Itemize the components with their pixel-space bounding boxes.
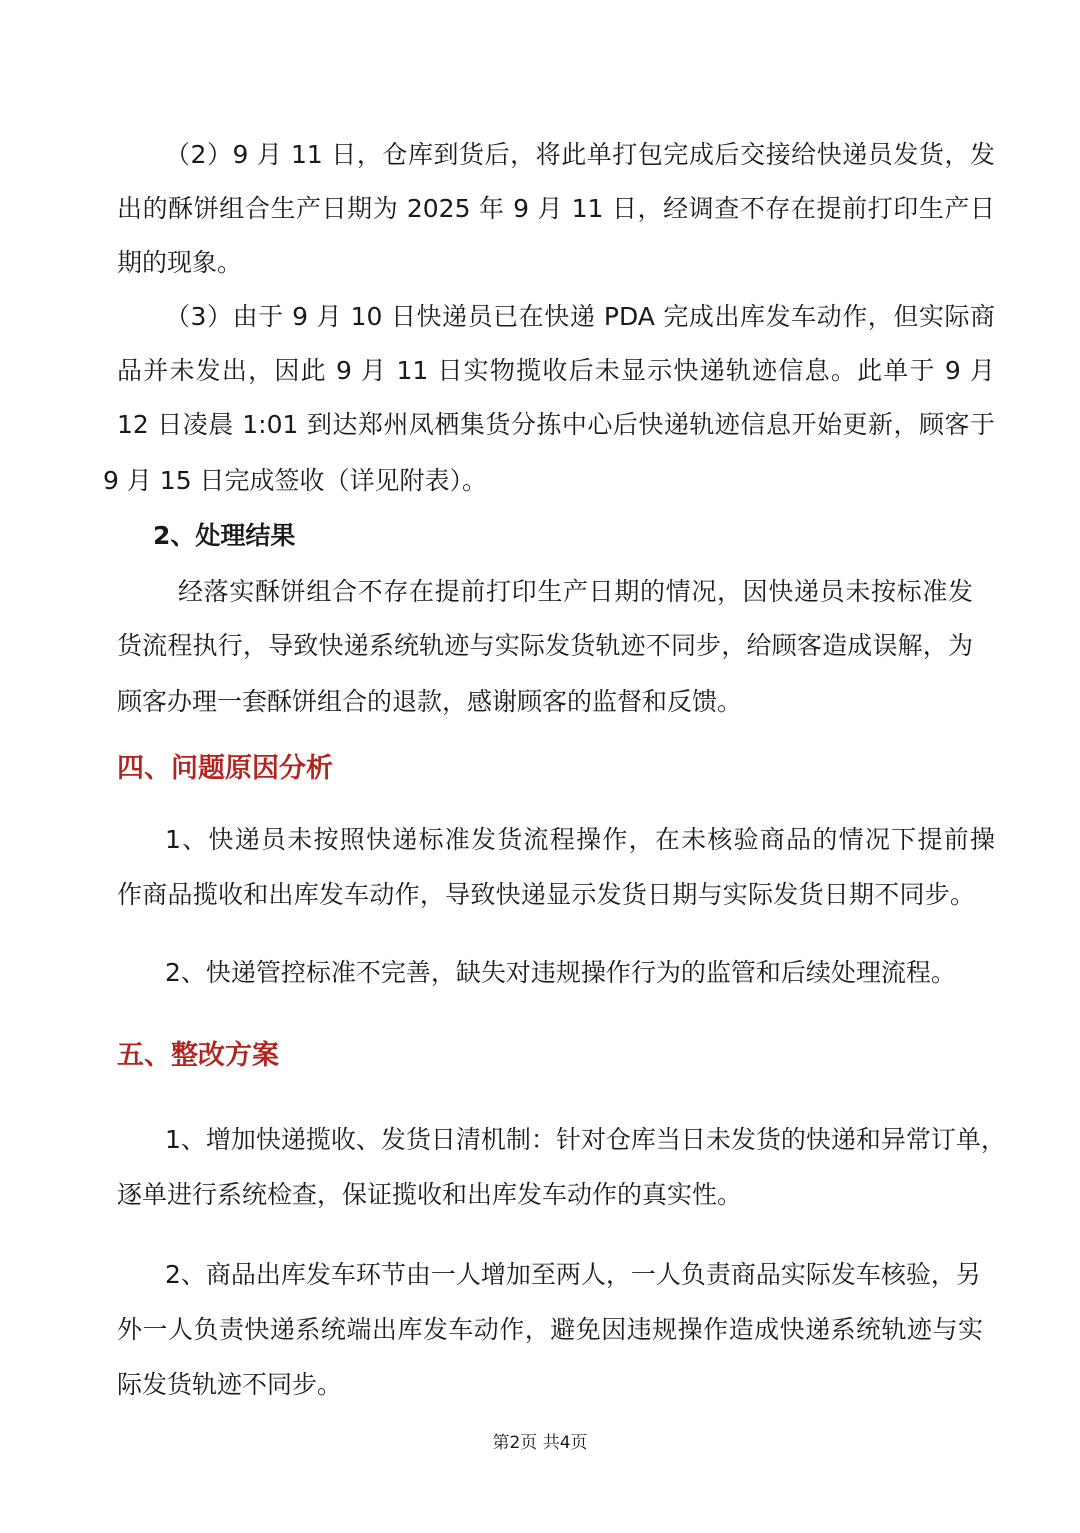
paragraph-line: 际发货轨迹不同步。 xyxy=(117,1370,343,1399)
paragraph-line: 2、商品出库发车环节由一人增加至两人，一人负责商品实际发车核验，另 xyxy=(165,1260,981,1289)
paragraph-line: 12 日凌晨 1:01 到达郑州凤栖集货分拣中心后快递轨迹信息开始更新，顾客于 xyxy=(117,410,995,439)
paragraph-line: 逐单进行系统检查，保证揽收和出库发车动作的真实性。 xyxy=(117,1180,743,1209)
paragraph-line: 2、快递管控标准不完善，缺失对违规操作行为的监管和后续处理流程。 xyxy=(165,958,956,987)
paragraph-line: 作商品揽收和出库发车动作，导致快递显示发货日期与实际发货日期不同步。 xyxy=(117,880,975,909)
paragraph-line: 1、快递员未按照快递标准发货流程操作，在未核验商品的情况下提前操 xyxy=(165,825,995,854)
paragraph-line: 9 月 15 日完成签收（详见附表）。 xyxy=(103,466,488,495)
paragraph-line: （2）9 月 11 日，仓库到货后，将此单打包完成后交接给快递员发货，发 xyxy=(165,140,995,169)
paragraph-line: 经落实酥饼组合不存在提前打印生产日期的情况，因快递员未按标准发 xyxy=(178,577,973,606)
paragraph-line: 顾客办理一套酥饼组合的退款，感谢顾客的监督和反馈。 xyxy=(117,687,743,716)
paragraph-line: 出的酥饼组合生产日期为 2025 年 9 月 11 日，经调查不存在提前打印生产日 xyxy=(117,194,995,223)
paragraph-line: 外一人负责快递系统端出库发车动作，避免因违规操作造成快递系统轨迹与实 xyxy=(117,1315,983,1344)
paragraph-line: （3）由于 9 月 10 日快递员已在快递 PDA 完成出库发车动作，但实际商 xyxy=(165,302,995,331)
paragraph-line: 1、增加快递揽收、发货日清机制：针对仓库当日未发货的快递和异常订单， xyxy=(165,1125,1006,1154)
page-footer: 第2页 共4页 xyxy=(492,1433,588,1453)
paragraph-line: 期的现象。 xyxy=(117,248,243,277)
section-heading-4: 四、问题原因分析 xyxy=(117,753,333,784)
subheading-result: 2、处理结果 xyxy=(153,521,296,550)
paragraph-line: 货流程执行，导致快递系统轨迹与实际发货轨迹不同步，给顾客造成误解，为 xyxy=(117,631,973,660)
paragraph-line: 品并未发出，因此 9 月 11 日实物揽收后未显示快递轨迹信息。此单于 9 月 xyxy=(117,356,995,385)
section-heading-5: 五、整改方案 xyxy=(117,1040,279,1071)
